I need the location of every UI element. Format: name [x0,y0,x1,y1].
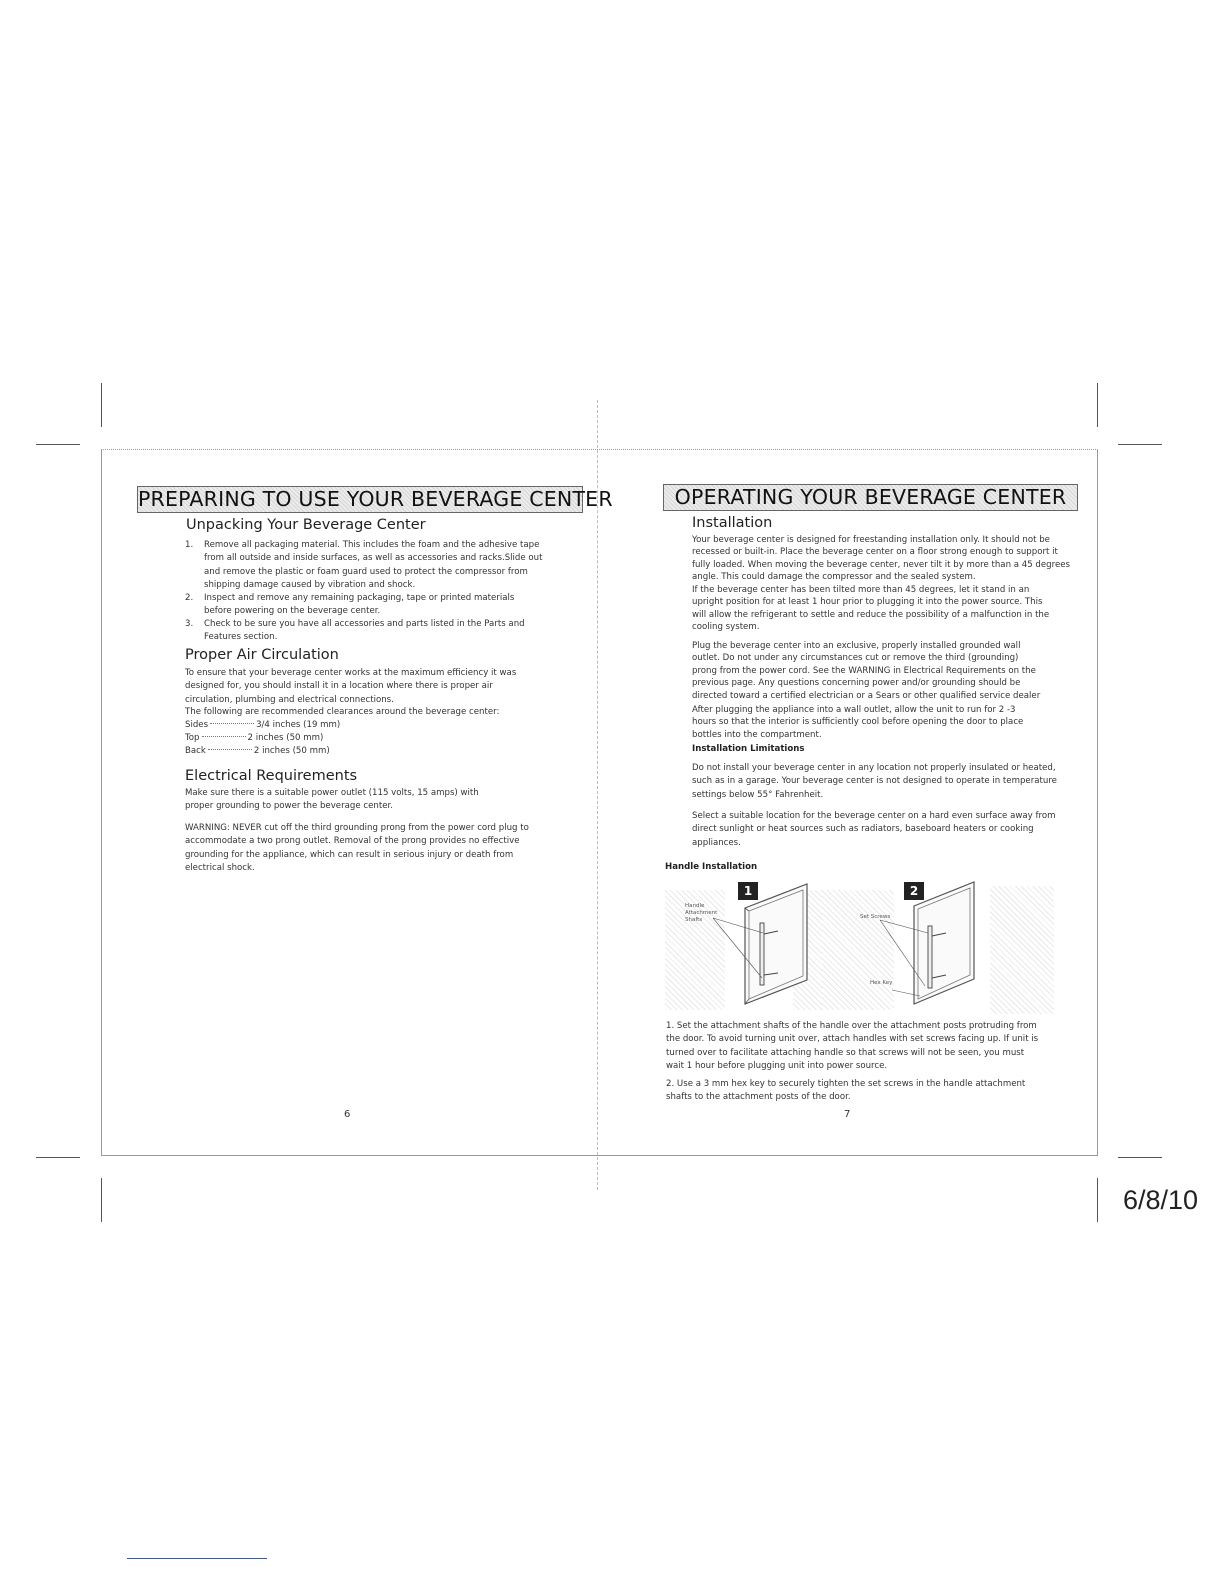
date-stamp: 6/8/10 [1123,1185,1199,1215]
crop-mark [1097,383,1098,427]
footer-rule [127,1558,267,1559]
installation-paragraph: Plug the beverage center into an exclusive, properly installed grounded wall outlet. Do not under any circumstances cut or remove the third (grounding) prong from the power cord. See the WARNING in Electrical Requirements on the previous page. Any questions concerning power and/or grounding should be directed toward a certified electrician or a Sears or other qualified service dealer [692,641,1041,701]
list-item-number: 1. [185,540,194,550]
handle-step-1: 1. Set the attachment shafts of the handle over the attachment posts protruding from the door. To avoid turning unit over, attach handles with set screws facing up. If unit is turned over to facilitate attaching handle so that screws will not be seen, you must wait 1 hour before plugging unit into power source. [666,1021,1039,1071]
handle-figure-2 [822,878,1054,1013]
crop-mark [36,1157,80,1158]
list-item [185,539,545,593]
page-number: 6 [344,1109,351,1120]
crop-mark [1097,1178,1098,1222]
clearance-value: 2 inches (50 mm) [253,746,330,756]
air-circulation-heading: Proper Air Circulation [185,647,339,663]
clearances-intro: The following are recommended clearances around the beverage center: [185,707,500,717]
list-item-text: Remove all packaging material. This includes the foam and the adhesive tape from all outside and inside surfaces, as well as accessories and racks.Slide out and remove the plastic or foam guard used to protect the compressor from shipping damage caused by vibration and shock. [204,540,543,590]
list-item-number: 3. [185,619,194,629]
installation-limitations-heading: Installation Limitations [692,744,805,754]
clearance-label: Back [185,746,206,756]
unpacking-heading: Unpacking Your Beverage Center [186,517,426,533]
crop-mark [1118,1157,1162,1158]
crop-mark [101,1178,102,1222]
installation-heading: Installation [692,515,773,531]
list-item-text: Inspect and remove any remaining packaging, tape or printed materials before powering on the beverage center. [204,593,515,617]
crop-mark [101,383,102,427]
installation-paragraph: Your beverage center is designed for freestanding installation only. It should not be recessed or built-in. Place the beverage center on a floor strong enough to support it fully loaded. When moving the beverage center, never tilt it by more than a 45 degrees angle. This could damage the compressor and the sealed system. [692,535,1071,583]
handle-installation-heading: Handle Installation [665,862,758,872]
installation-paragraph: After plugging the appliance into a wall outlet, allow the unit to run for 2 -3 hours so that the interior is sufficiently cool before opening the door to place bottles into the compartment. [692,705,1024,740]
limitations-paragraph: Select a suitable location for the beverage center on a hard even surface away from direct sunlight or heat sources such as radiators, baseboard heaters or cooking appliances. [692,811,1056,848]
fold-line [597,400,598,1190]
clearance-label: Sides [185,720,209,730]
clearance-row [185,719,340,732]
step-badge: 1 [738,882,758,900]
clearance-row [185,745,330,758]
left-page-banner: PREPARING TO USE YOUR BEVERAGE CENTER [138,487,613,511]
figure-label: Hex Key [870,980,893,986]
list-item [185,592,545,619]
right-page-banner: OPERATING YOUR BEVERAGE CENTER [663,484,1078,511]
list-item-text: Check to be sure you have all accessories and parts listed in the Parts and Features section. [204,619,525,643]
figure-label: Set Screws [860,914,891,920]
page-number: 7 [844,1109,851,1120]
clearance-label: Top [185,733,200,743]
crop-mark [36,444,80,445]
limitations-paragraph: Do not install your beverage center in any location not properly insulated or heated, such as in a garage. Your beverage center is not designed to operate in temperature settings below 55° Fahrenheit. [692,763,1057,800]
air-circulation-text: To ensure that your beverage center works at the maximum efficiency it was designed for, you should install it in a location where there is proper air circulation, plumbing and electrical connections. [185,668,517,705]
clearance-value: 2 inches (50 mm) [247,733,324,743]
handle-step-2: 2. Use a 3 mm hex key to securely tighten the set screws in the handle attachment shafts to the attachment posts of the door. [666,1079,1026,1103]
electrical-warning: WARNING: NEVER cut off the third grounding prong from the power cord plug to accommodate a two prong outlet. Removal of the prong provides no effective grounding for the appliance, which can result in serious injury or death from electrical shock. [185,823,529,873]
list-item-number: 2. [185,593,194,603]
installation-paragraph: If the beverage center has been tilted more than 45 degrees, let it stand in an upright position for at least 1 hour prior to plugging it into the power source. This will allow the refrigerant to settle and reduce the possibility of a malfunction in the cooling system. [692,585,1050,633]
list-item [185,618,545,645]
set-screw-diagram [822,878,1054,1013]
electrical-text: Make sure there is a suitable power outlet (115 volts, 15 amps) with proper grounding to power the beverage center. [185,788,479,812]
handle-figure-1 [665,878,825,1013]
clearance-row [185,732,323,745]
crop-mark [1118,444,1162,445]
electrical-heading: Electrical Requirements [185,768,358,784]
step-badge: 2 [904,882,924,900]
figure-label: Handle Attachment Shafts [685,903,718,923]
clearance-value: 3/4 inches (19 mm) [256,720,341,730]
